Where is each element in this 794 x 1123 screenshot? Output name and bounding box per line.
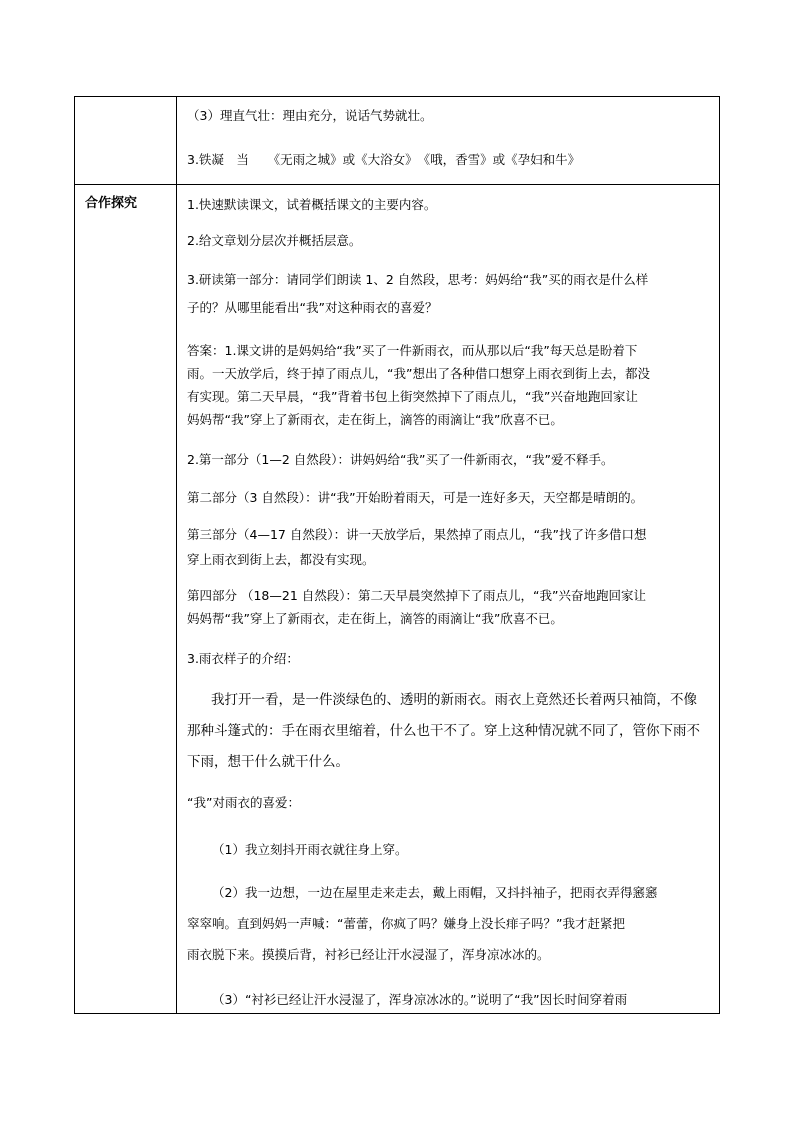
text-line: 妈妈帮“我”穿上了新雨衣，走在街上，滴答的雨滴让“我”欣喜不已。 xyxy=(187,412,563,427)
text-line: （3）“衬衫已经让汗水浸湿了，浑身凉冰冰的。”说明了“我”因长时间穿着雨 xyxy=(212,992,628,1007)
text-line: 3.雨衣样子的介绍： xyxy=(187,651,299,666)
content-table xyxy=(74,96,720,1014)
text-line: 3.铁凝 当 《无雨之城》或《大浴女》 《哦，香雪》或《孕妇和牛》 xyxy=(187,152,581,167)
text-line: 子的？从哪里能看出“我”对这种雨衣的喜爱？ xyxy=(187,300,438,315)
row-label-hezuo-tanjiu: 合作探究 xyxy=(85,196,138,211)
text-line: 雨衣脱下来。摸摸后背，衬衫已经让汗水浸湿了，浑身凉冰冰的。 xyxy=(187,947,550,962)
text-line: （1）我立刻抖开雨衣就往身上穿。 xyxy=(212,842,408,857)
text-line: 2.第一部分（1—2 自然段）：讲妈妈给“我”买了一件新雨衣，“我”爱不释手。 xyxy=(187,452,614,467)
text-line: 2.给文章划分层次并概括层意。 xyxy=(187,233,362,248)
text-line: 下雨，想干什么就干什么。 xyxy=(187,754,349,770)
text-line: 窣窣响。直到妈妈一声喊：“蕾蕾，你疯了吗？嫌身上没长痱子吗？”我才赶紧把 xyxy=(187,916,625,931)
text-line: 3.研读第一部分：请同学们朗读 1、2 自然段，思考：妈妈给“我”买的雨衣是什么样 xyxy=(187,272,649,287)
text-line: 雨。一天放学后，终于掉了雨点儿，“我”想出了各种借口想穿上雨衣到街上去，都没 xyxy=(187,366,650,381)
text-line: （2）我一边想，一边在屋里走来走去，戴上雨帽，又抖抖袖子，把雨衣弄得窸窸 xyxy=(212,885,658,900)
text-line: 穿上雨衣到街上去，都没有实现。 xyxy=(187,552,375,567)
text-line: “我”对雨衣的喜爱： xyxy=(187,795,300,810)
text-line: 妈妈帮“我”穿上了新雨衣，走在街上，滴答的雨滴让“我”欣喜不已。 xyxy=(187,611,563,626)
text-line: 1.快速默读课文，试着概括课文的主要内容。 xyxy=(187,197,437,212)
row-divider xyxy=(75,184,719,185)
text-line: 答案：1.课文讲的是妈妈给“我”买了一件新雨衣，而从那以后“我”每天总是盼着下 xyxy=(187,343,638,358)
text-line: 那种斗篷式的：手在雨衣里缩着，什么也干不了。穿上这种情况就不同了，管你下雨不 xyxy=(187,723,700,739)
text-line: 我打开一看，是一件淡绿色的、透明的新雨衣。雨衣上竟然还长着两只袖筒，不像 xyxy=(211,692,697,708)
text-line: （3）理直气壮：理由充分，说话气势就壮。 xyxy=(187,108,433,123)
text-line: 第四部分 （18—21 自然段）：第二天早晨突然掉下了雨点儿，“我”兴奋地跑回家让 xyxy=(187,588,646,603)
text-line: 有实现。第二天早晨，“我”背着书包上街突然掉下了雨点儿，“我”兴奋地跑回家让 xyxy=(187,389,638,404)
text-line: 第二部分（3 自然段）：讲“我”开始盼着雨天，可是一连好多天，天空都是晴朗的。 xyxy=(187,490,644,505)
column-divider xyxy=(176,97,177,1013)
text-line: 第三部分（4—17 自然段）：讲一天放学后，果然掉了雨点儿，“我”找了许多借口想 xyxy=(187,527,647,542)
